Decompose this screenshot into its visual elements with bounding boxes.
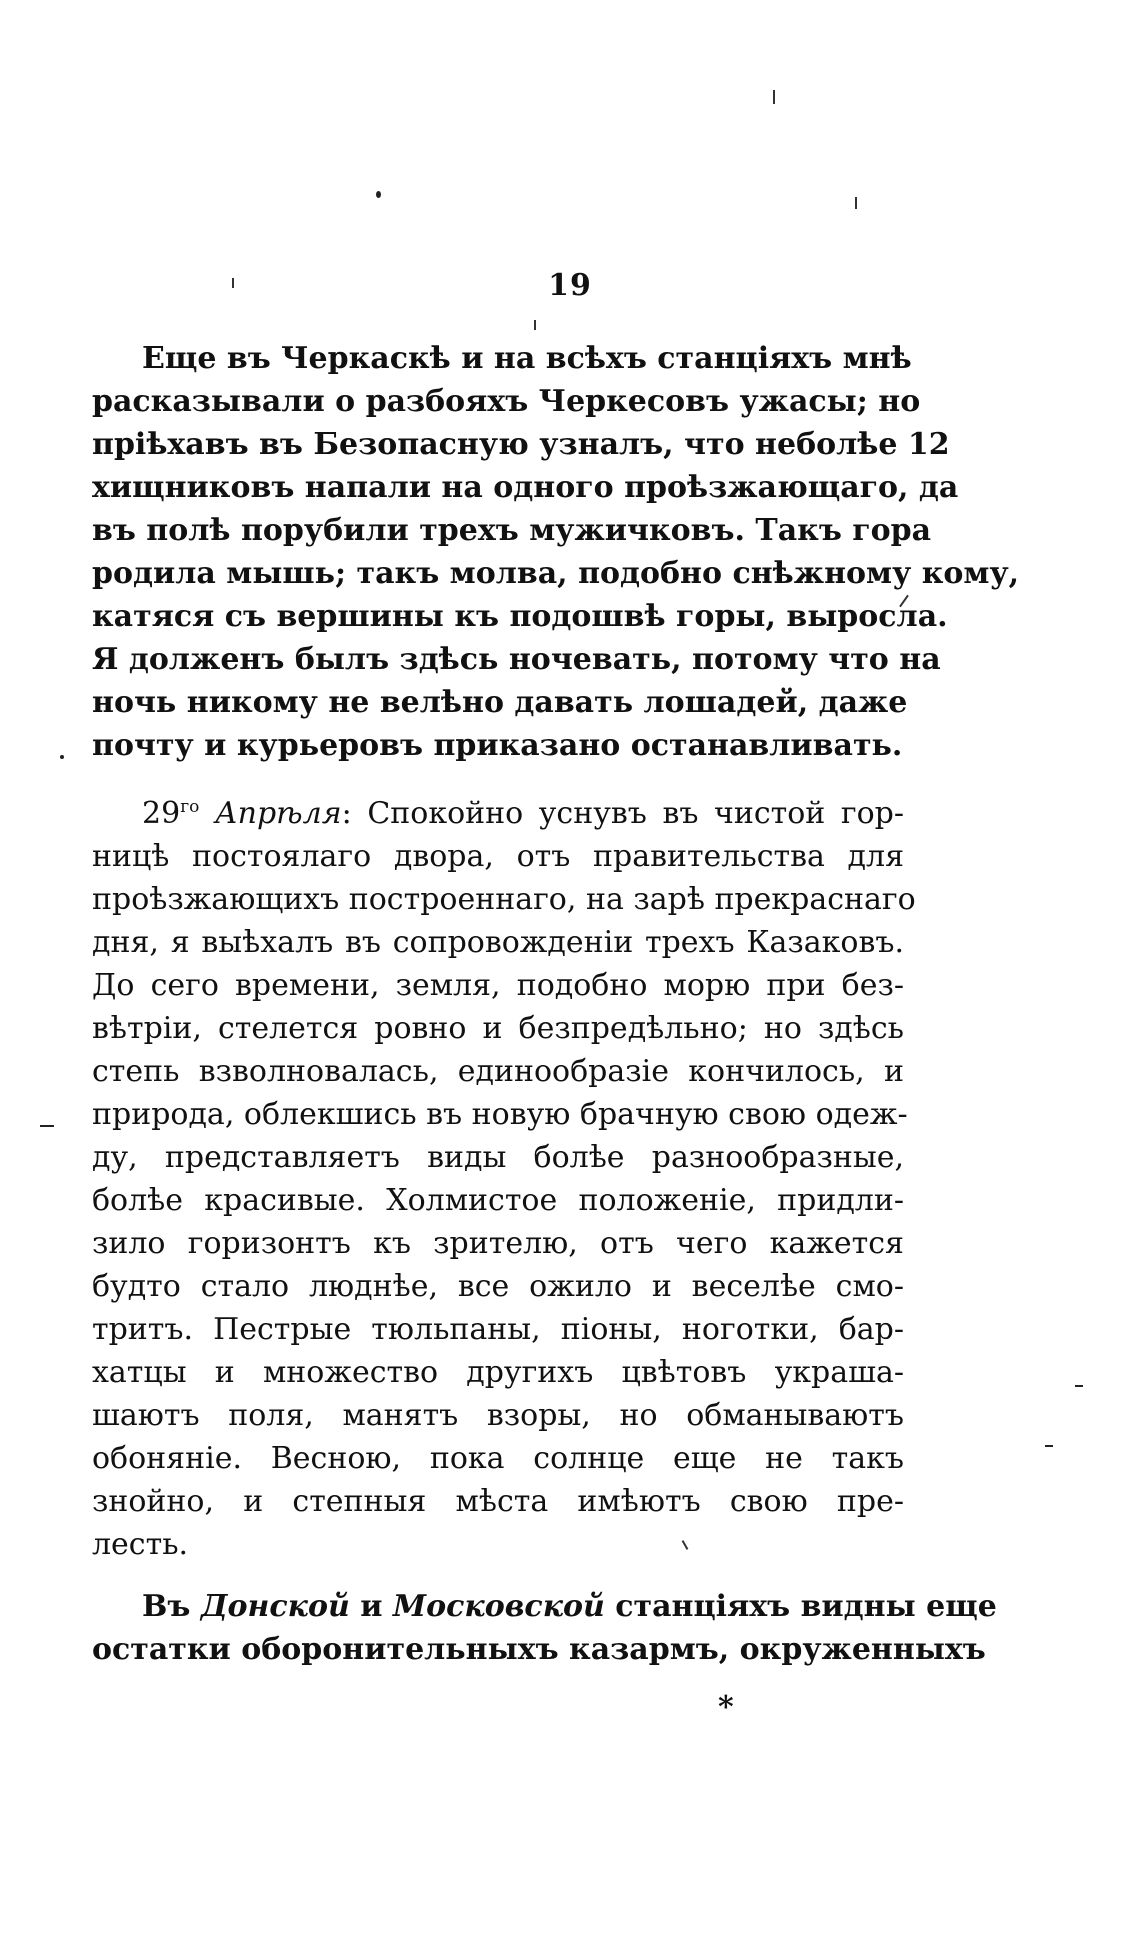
text-line: пріѣхавъ въ Безопасную узналъ, что неболѣе 12	[92, 427, 950, 462]
scan-mark	[855, 197, 857, 209]
text-line: почту и курьеровъ приказано останавливать.	[92, 728, 903, 763]
text-line: будто стало люднѣе, все ожило и веселѣе смо-	[92, 1269, 904, 1304]
page-number: 19	[548, 268, 592, 303]
scan-speck	[376, 191, 381, 198]
text-line: ночь никому не велѣно давать лошадей, даже	[92, 685, 908, 720]
scan-speck	[1075, 1385, 1083, 1387]
text-line: катяся съ вершины къ подошвѣ горы, выросла.	[92, 599, 948, 634]
text-line: шаютъ поля, манятъ взоры, но обманываютъ	[92, 1398, 904, 1433]
text-line: лесть.	[92, 1527, 189, 1562]
text-line: степь взволновалась, единообразіе кончилось, и	[92, 1054, 904, 1089]
text-line: въ полѣ порубили трехъ мужичковъ. Такъ гора	[92, 513, 932, 548]
catchword-asterisk: *	[718, 1690, 734, 1725]
text-line: тритъ. Пестрые тюльпаны, піоны, ноготки, бар-	[92, 1312, 904, 1347]
place-name-moskovskaya: Московской	[392, 1589, 605, 1624]
text-line: болѣе красивые. Холмистое положеніе, придли-	[92, 1183, 904, 1218]
date-suffix: го	[180, 797, 200, 817]
text-line: ницѣ постоялаго двора, отъ правительства для	[92, 839, 904, 874]
paragraph-3	[92, 1585, 997, 1671]
text-line: До сего времени, земля, подобно морю при без-	[92, 968, 904, 1003]
text-line: родила мышь; такъ молва, подобно снѣжному кому,	[92, 556, 1020, 591]
scan-speck	[40, 1125, 54, 1127]
paragraph-1	[92, 337, 1020, 767]
scan-speck	[60, 755, 64, 759]
text-line: знойно, и степныя мѣста имѣютъ свою пре-	[92, 1484, 904, 1519]
text-line: Еще въ Черкаскѣ и на всѣхъ станціяхъ мнѣ	[142, 341, 912, 376]
text-line: хатцы и множество другихъ цвѣтовъ украша-	[92, 1355, 904, 1390]
date-day: 29	[142, 796, 181, 831]
text-line: остатки оборонительныхъ казармъ, окруженныхъ	[92, 1632, 986, 1667]
place-name-donskaya: Донской	[200, 1589, 350, 1624]
paragraph-2	[92, 792, 916, 1566]
text-line: ду, представляетъ виды болѣе разнообразные,	[92, 1140, 904, 1175]
scan-mark	[773, 90, 775, 104]
text-line-rest: : Спокойно уснувъ въ чистой гор-	[341, 796, 904, 831]
text-line: дня, я выѣхалъ въ сопровожденіи трехъ Казаковъ.	[92, 925, 904, 960]
text-line	[92, 1585, 997, 1628]
text-line: Я долженъ былъ здѣсь ночевать, потому что на	[92, 642, 941, 677]
text-line: зило горизонтъ къ зрителю, отъ чего кажется	[92, 1226, 904, 1261]
date-month: Апрѣля	[214, 796, 342, 831]
text-line: вѣтріи, стелется ровно и безпредѣльно; но здѣсь	[92, 1011, 904, 1046]
text-run: станціяхъ видны еще	[604, 1589, 997, 1624]
text-run: Въ	[142, 1589, 201, 1624]
text-line: расказывали о разбояхъ Черкесовъ ужасы; но	[92, 384, 921, 419]
text-line: обоняніе. Весною, пока солнце еще не такъ	[92, 1441, 904, 1476]
text-line: проѣзжающихъ построеннаго, на зарѣ прекраснаго	[92, 882, 916, 917]
text-run: и	[349, 1589, 393, 1624]
scan-mark	[534, 320, 536, 330]
text-line: хищниковъ напали на одного проѣзжающаго, да	[92, 470, 959, 505]
text-line: природа, облекшись въ новую брачную свою одеж-	[92, 1097, 908, 1132]
text-line-date	[92, 792, 904, 835]
scan-speck	[1045, 1445, 1053, 1447]
